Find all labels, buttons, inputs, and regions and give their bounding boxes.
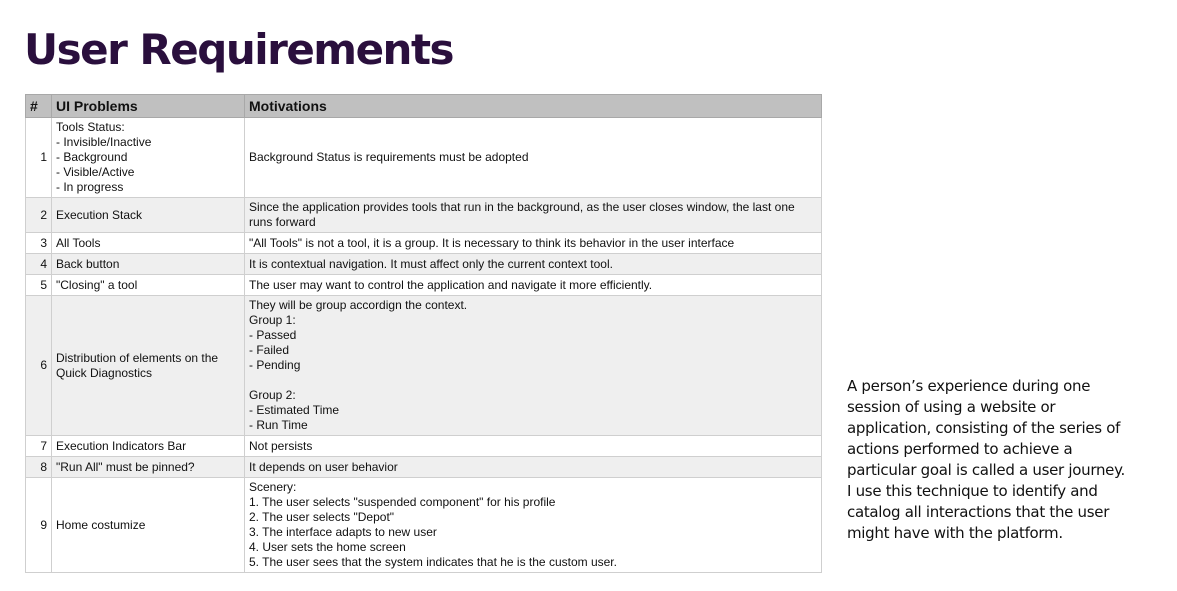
row-number: 7 xyxy=(26,436,52,457)
row-number: 9 xyxy=(26,478,52,573)
table-header-row xyxy=(26,95,822,118)
row-problem: Back button xyxy=(52,254,245,275)
row-number: 1 xyxy=(26,118,52,198)
table-row xyxy=(26,254,822,275)
table-row xyxy=(26,198,822,233)
table-row xyxy=(26,118,822,198)
row-number: 8 xyxy=(26,457,52,478)
table-row xyxy=(26,296,822,436)
table-row xyxy=(26,275,822,296)
table-row xyxy=(26,233,822,254)
row-problem: "Closing" a tool xyxy=(52,275,245,296)
row-problem: Execution Stack xyxy=(52,198,245,233)
row-problem: Tools Status: - Invisible/Inactive - Background - Visible/Active - In progress xyxy=(52,118,245,198)
row-number: 5 xyxy=(26,275,52,296)
row-motivation: The user may want to control the application and navigate it more efficiently. xyxy=(245,275,822,296)
row-problem: "Run All" must be pinned? xyxy=(52,457,245,478)
table-row xyxy=(26,436,822,457)
row-motivation: "All Tools" is not a tool, it is a group. It is necessary to think its behavior in the user interface xyxy=(245,233,822,254)
table-row xyxy=(26,478,822,573)
row-problem: All Tools xyxy=(52,233,245,254)
row-number: 3 xyxy=(26,233,52,254)
row-motivation: Not persists xyxy=(245,436,822,457)
row-motivation: They will be group accordign the context. Group 1: - Passed - Failed - Pending Group 2: - Estimated Time - Run Time xyxy=(245,296,822,436)
header-motivations: Motivations xyxy=(245,95,822,118)
row-motivation: Scenery: 1. The user selects "suspended component" for his profile 2. The user selects "Depot" 3. The interface adapts to new user 4. User sets the home screen 5. The user sees that the system indicates that he is the custom user. xyxy=(245,478,822,573)
row-motivation: Background Status is requirements must be adopted xyxy=(245,118,822,198)
row-number: 2 xyxy=(26,198,52,233)
user-journey-description: A person’s experience during one session of using a website or application, consisting of the series of actions performed to achieve a particular goal is called a user journey. I use this technique to identify and catalog all interactions that the user might have with the platform. xyxy=(847,377,1125,542)
table-row xyxy=(26,457,822,478)
page-title: User Requirements xyxy=(24,25,454,74)
row-motivation: It is contextual navigation. It must affect only the current context tool. xyxy=(245,254,822,275)
row-problem: Execution Indicators Bar xyxy=(52,436,245,457)
row-number: 4 xyxy=(26,254,52,275)
header-number: # xyxy=(26,95,52,118)
row-problem: Home costumize xyxy=(52,478,245,573)
row-problem: Distribution of elements on the Quick Diagnostics xyxy=(52,296,245,436)
requirements-table xyxy=(25,94,822,573)
row-number: 6 xyxy=(26,296,52,436)
row-motivation: Since the application provides tools that run in the background, as the user closes window, the last one runs forward xyxy=(245,198,822,233)
row-motivation: It depends on user behavior xyxy=(245,457,822,478)
header-ui-problems: UI Problems xyxy=(52,95,245,118)
